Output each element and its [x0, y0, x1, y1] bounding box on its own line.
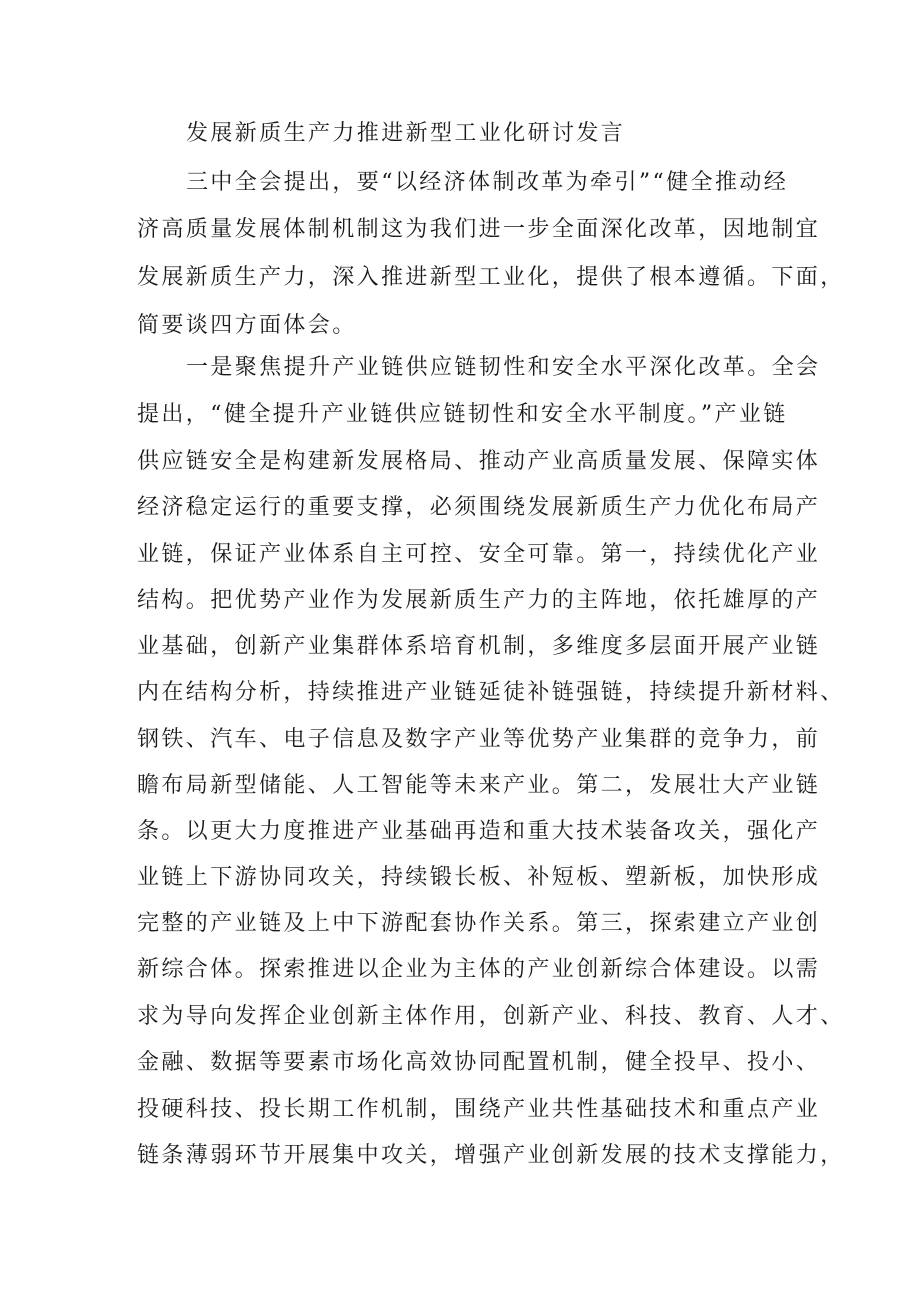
paragraph-line: 内在结构分析，持续推进产业链延徒补链强链，持续提升新材料、 — [137, 680, 845, 705]
paragraph-line: 经济稳定运行的重要支撑，必须围绕发展新质生产力优化布局产 — [137, 495, 821, 520]
paragraph-line: 完整的产业链及上中下游配套协作关系。第三，探索建立产业创 — [137, 911, 821, 936]
document-title: 发展新质生产力推进新型工业化研讨发言 — [186, 121, 626, 146]
paragraph-line: 钢铁、汽车、电子信息及数字产业等优势产业集群的竞争力，前 — [137, 727, 821, 752]
paragraph-line: 条。以更大力度推进产业基础再造和重大技术装备攻关，强化产 — [137, 819, 821, 844]
paragraph-line: 瞻布局新型储能、人工智能等未来产业。第二，发展壮大产业链 — [137, 773, 821, 798]
paragraph-line: 一是聚焦提升产业链供应链韧性和安全水平深化改革。全会 — [186, 355, 821, 380]
paragraph-line: 链条薄弱环节开展集中攻关，增强产业创新发展的技术支撑能力， — [137, 1143, 845, 1168]
paragraph-line: 提出，“健全提升产业链供应链韧性和安全水平制度。”产业链 — [137, 402, 788, 427]
paragraph-line: 投硬科技、投长期工作机制，围绕产业共性基础技术和重点产业 — [137, 1097, 821, 1122]
paragraph-line: 新综合体。探索推进以企业为主体的产业创新综合体建设。以需 — [137, 957, 821, 982]
paragraph-line: 结构。把优势产业作为发展新质生产力的主阵地，依托雄厚的产 — [137, 588, 821, 613]
paragraph-line: 业链，保证产业体系自主可控、安全可靠。第一，持续优化产业 — [137, 542, 821, 567]
paragraph-line: 金融、数据等要素市场化高效协同配置机制，健全投早、投小、 — [137, 1050, 821, 1075]
paragraph-line: 简要谈四方面体会。 — [137, 313, 357, 338]
paragraph-line: 发展新质生产力，深入推进新型工业化，提供了根本遵循。下面， — [137, 265, 845, 290]
paragraph-line: 业链上下游协同攻关，持续锻长板、补短板、塑新板，加快形成 — [137, 865, 821, 890]
paragraph-line: 供应链安全是构建新发展格局、推动产业高质量发展、保障实体 — [137, 449, 821, 474]
paragraph-line: 济高质量发展体制机制这为我们进一步全面深化改革，因地制宜 — [137, 217, 821, 242]
paragraph-line: 求为导向发挥企业创新主体作用，创新产业、科技、教育、人才、 — [137, 1004, 845, 1029]
paragraph-line: 三中全会提出，要“以经济体制改革为牵引”“健全推动经 — [186, 170, 789, 195]
paragraph-line: 业基础，创新产业集群体系培育机制，多维度多层面开展产业链 — [137, 634, 821, 659]
